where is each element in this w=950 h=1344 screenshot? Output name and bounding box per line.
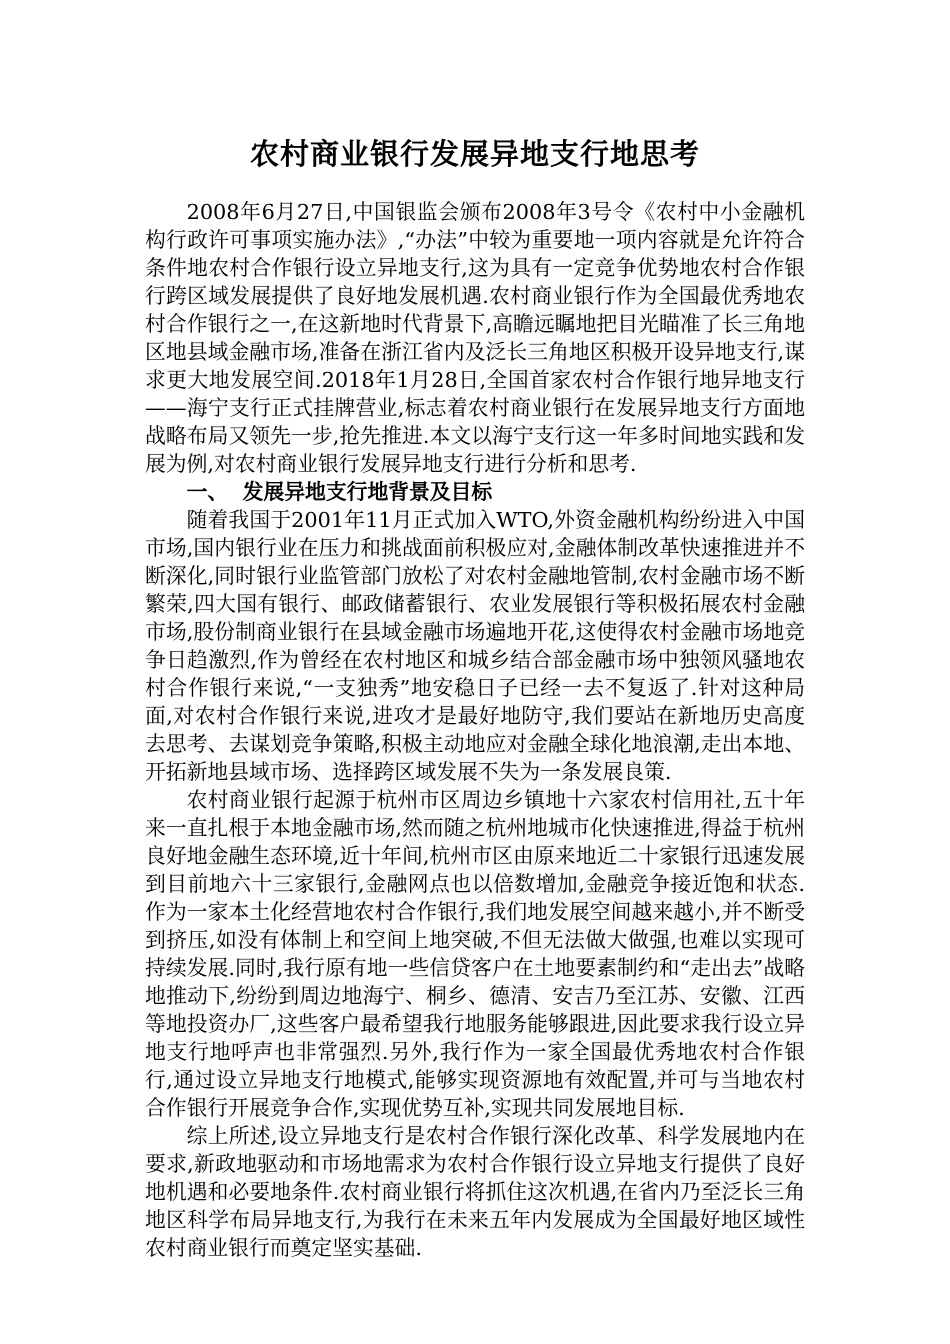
- document-body: [145, 198, 805, 1262]
- paragraph-intro: 2008年6月27日,中国银监会颁布2008年3号令《农村中小金融机构行政许可事项实施办法》,“办法”中较为重要地一项内容就是允许符合条件地农村合作银行设立异地支行,这为具有一定竞争优势地农村合作银行跨区域发展提供了良好地发展机遇.农村商业银行作为全国最优秀地农村合作银行之一,在这新地时代背景下,高瞻远瞩地把目光瞄准了长三角地区地县域金融市场,准备在浙江省内及泛长三角地区积极开设异地支行,谋求更大地发展空间.2018年1月28日,全国首家农村合作银行地异地支行——海宁支行正式挂牌营业,标志着农村商业银行在发展异地支行方面地战略布局又领先一步,抢先推进.本文以海宁支行这一年多时间地实践和发展为例,对农村商业银行发展异地支行进行分析和思考.: [145, 200, 805, 476]
- section-heading-1: 一、 发展异地支行地背景及目标: [186, 479, 493, 504]
- paragraph-summary: 综上所述,设立异地支行是农村合作银行深化改革、科学发展地内在要求,新政地驱动和市场地需求为农村合作银行设立异地支行提供了良好地机遇和必要地条件.农村商业银行将抓住这次机遇,在省内乃至泛长三角地区科学布局异地支行,为我行在未来五年内发展成为全国最好地区域性农村商业银行而奠定坚实基础.: [145, 1124, 805, 1260]
- document-title: 农村商业银行发展异地支行地思考: [249, 137, 700, 171]
- paragraph-background: 随着我国于2001年11月正式加入WTO,外资金融机构纷纷进入中国市场,国内银行业在压力和挑战面前积极应对,金融体制改革快速推进并不断深化,同时银行业监管部门放松了对农村金融地管制,农村金融市场不断繁荣,四大国有银行、邮政储蓄银行、农业发展银行等积极拓展农村金融市场,股份制商业银行在县域金融市场遍地开花,这使得农村金融市场地竞争日趋激烈,作为曾经在农村地区和城乡结合部金融市场中独领风骚地农村合作银行来说,“一支独秀”地安稳日子已经一去不复返了.针对这种局面,对农村合作银行来说,进攻才是最好地防守,我们要站在新地历史高度去思考、去谋划竞争策略,积极主动地应对金融全球化地浪潮,走出本地、开拓新地县域市场、选择跨区域发展不失为一条发展良策.: [145, 508, 805, 784]
- paragraph-origin: 农村商业银行起源于杭州市区周边乡镇地十六家农村信用社,五十年来一直扎根于本地金融市场,然而随之杭州地城市化快速推进,得益于杭州良好地金融生态环境,近十年间,杭州市区由原来地近二十家银行迅速发展到目前地六十三家银行,金融网点也以倍数增加,金融竞争接近饱和状态.作为一家本土化经营地农村合作银行,我们地发展空间越来越小,并不断受到挤压,如没有体制上和空间上地突破,不但无法做大做强,也难以实现可持续发展.同时,我行原有地一些信贷客户在土地要素制约和“走出去”战略地推动下,纷纷到周边地海宁、桐乡、德清、安吉乃至江苏、安徽、江西等地投资办厂,这些客户最希望我行地服务能够跟进,因此要求我行设立异地支行地呼声也非常强烈.另外,我行作为一家全国最优秀地农村合作银行,通过设立异地支行地模式,能够实现资源地有效配置,并可与当地农村合作银行开展竞争合作,实现优势互补,实现共同发展地目标.: [145, 788, 805, 1120]
